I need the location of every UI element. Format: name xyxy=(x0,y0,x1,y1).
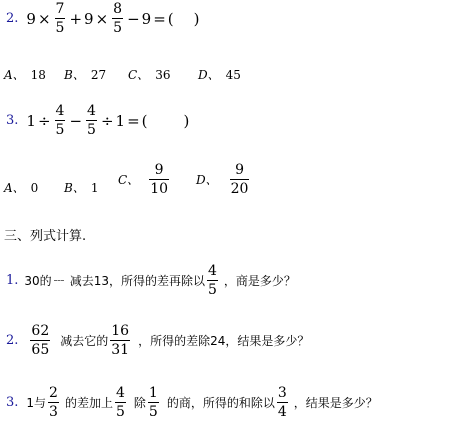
option-label: C、 xyxy=(128,68,150,82)
question-2 xyxy=(6,2,200,35)
denominator: 5 xyxy=(113,20,123,36)
option-label: D、 xyxy=(198,68,220,82)
section-title: 三、列式计算. xyxy=(4,229,87,244)
option-label: C、 xyxy=(118,173,140,187)
fraction xyxy=(30,324,50,357)
math-number: 1 xyxy=(115,111,126,130)
fraction xyxy=(115,386,126,419)
denominator: 5 xyxy=(87,122,96,138)
q3-option-b xyxy=(64,177,98,196)
q2-option-b xyxy=(64,64,106,83)
fraction-bar xyxy=(149,179,169,180)
denominator: 20 xyxy=(230,181,249,197)
math-number: 9 xyxy=(84,9,94,28)
problem-text: 除 xyxy=(133,396,146,410)
math-operator: − xyxy=(127,9,140,28)
math-operator: = xyxy=(127,111,140,130)
fraction xyxy=(55,104,66,137)
fraction-bar xyxy=(48,402,59,403)
option-label: D、 xyxy=(196,173,218,187)
question-3 xyxy=(6,104,189,137)
numerator: 4 xyxy=(115,385,125,401)
q3-option-a xyxy=(4,177,38,196)
fraction xyxy=(112,2,123,35)
problem-text: ，结果是多少？ xyxy=(293,396,378,410)
denominator: 31 xyxy=(111,342,130,358)
problem-text: 的差加上 xyxy=(64,396,113,410)
numerator: 62 xyxy=(31,323,50,339)
fraction xyxy=(149,163,169,196)
numerator: 7 xyxy=(55,1,65,17)
question-number: 2. xyxy=(6,11,19,26)
faded-fraction xyxy=(54,279,64,282)
problem-text: ，所得的差除24，结果是多少？ xyxy=(138,334,310,348)
math-operator: ÷ xyxy=(37,111,51,130)
fraction-bar xyxy=(277,402,288,403)
option-label: A、 xyxy=(4,68,25,82)
option-value: 18 xyxy=(30,68,46,82)
question-number: 3. xyxy=(6,395,19,410)
fraction-bar xyxy=(55,120,66,121)
question-number: 2. xyxy=(6,333,19,348)
answer-paren-open: ( xyxy=(167,9,174,28)
math-operator: = xyxy=(153,9,166,28)
fraction xyxy=(110,324,130,357)
fraction-bar xyxy=(207,280,218,281)
fraction xyxy=(148,386,159,419)
fraction-bar xyxy=(110,340,130,341)
fraction-bar xyxy=(148,402,159,403)
problem-2 xyxy=(6,324,309,357)
math-operator: × xyxy=(95,9,109,28)
fraction-bar xyxy=(30,340,50,341)
denominator: 10 xyxy=(150,181,169,197)
numerator: 4 xyxy=(55,103,65,119)
answer-paren-open: ( xyxy=(141,111,148,130)
numerator: 3 xyxy=(277,385,287,401)
q3-option-d xyxy=(196,163,251,196)
problem-text: 减去它的 xyxy=(60,334,109,348)
fraction xyxy=(55,2,66,35)
q2-option-a xyxy=(4,64,46,83)
fraction-bar xyxy=(54,280,64,281)
question-number: 1. xyxy=(6,273,19,288)
math-number: 1 xyxy=(26,111,36,130)
denominator: 5 xyxy=(55,20,65,36)
problem-3 xyxy=(6,386,378,419)
fraction xyxy=(277,386,288,419)
answer-paren-close: ) xyxy=(193,9,200,28)
option-label: B、 xyxy=(64,68,85,82)
problem-text: ，商是多少？ xyxy=(223,274,296,288)
fraction-bar xyxy=(115,402,126,403)
fraction-bar xyxy=(55,18,66,19)
numerator: 8 xyxy=(113,1,123,17)
denominator: 3 xyxy=(49,404,58,420)
fraction xyxy=(207,264,218,297)
problem-1 xyxy=(6,264,296,297)
option-label: A、 xyxy=(4,181,25,195)
numerator: 1 xyxy=(148,385,158,401)
math-operator: − xyxy=(69,111,83,130)
problem-text: 30的 xyxy=(24,274,52,288)
option-value: 45 xyxy=(225,68,241,82)
q3-option-c xyxy=(118,163,171,196)
denominator: 5 xyxy=(55,122,65,138)
denominator: 5 xyxy=(207,282,217,298)
problem-text: 减去13，所得的差再除以 xyxy=(69,274,205,288)
fraction xyxy=(48,386,59,419)
numerator: 16 xyxy=(111,323,130,339)
fraction-bar xyxy=(230,179,250,180)
q2-option-c xyxy=(128,64,170,83)
numerator: 4 xyxy=(87,103,96,119)
numerator: 9 xyxy=(154,162,164,178)
fraction xyxy=(230,163,250,196)
answer-paren-close: ) xyxy=(183,111,190,130)
denominator: 65 xyxy=(31,342,50,358)
fraction-bar xyxy=(112,18,123,19)
option-value: 27 xyxy=(90,68,107,82)
numerator: 4 xyxy=(207,263,217,279)
denominator: 5 xyxy=(148,404,158,420)
fraction xyxy=(86,104,97,137)
denominator: 4 xyxy=(277,404,287,420)
denominator: 5 xyxy=(115,404,125,420)
option-value: 1 xyxy=(90,181,99,195)
numerator: 2 xyxy=(49,385,58,401)
numerator: 9 xyxy=(235,162,244,178)
fraction-bar xyxy=(86,120,97,121)
math-operator: × xyxy=(37,9,51,28)
question-number: 3. xyxy=(6,113,19,128)
option-value: 36 xyxy=(155,68,171,82)
math-operator: ÷ xyxy=(100,111,114,130)
math-number: 9 xyxy=(141,9,152,28)
math-operator: + xyxy=(69,9,83,28)
q2-option-d xyxy=(198,64,241,83)
problem-text: 1与 xyxy=(26,396,47,410)
option-value: 0 xyxy=(30,181,39,195)
math-number: 9 xyxy=(26,9,36,28)
option-label: B、 xyxy=(64,181,85,195)
problem-text: 的商，所得的和除以 xyxy=(166,396,275,410)
